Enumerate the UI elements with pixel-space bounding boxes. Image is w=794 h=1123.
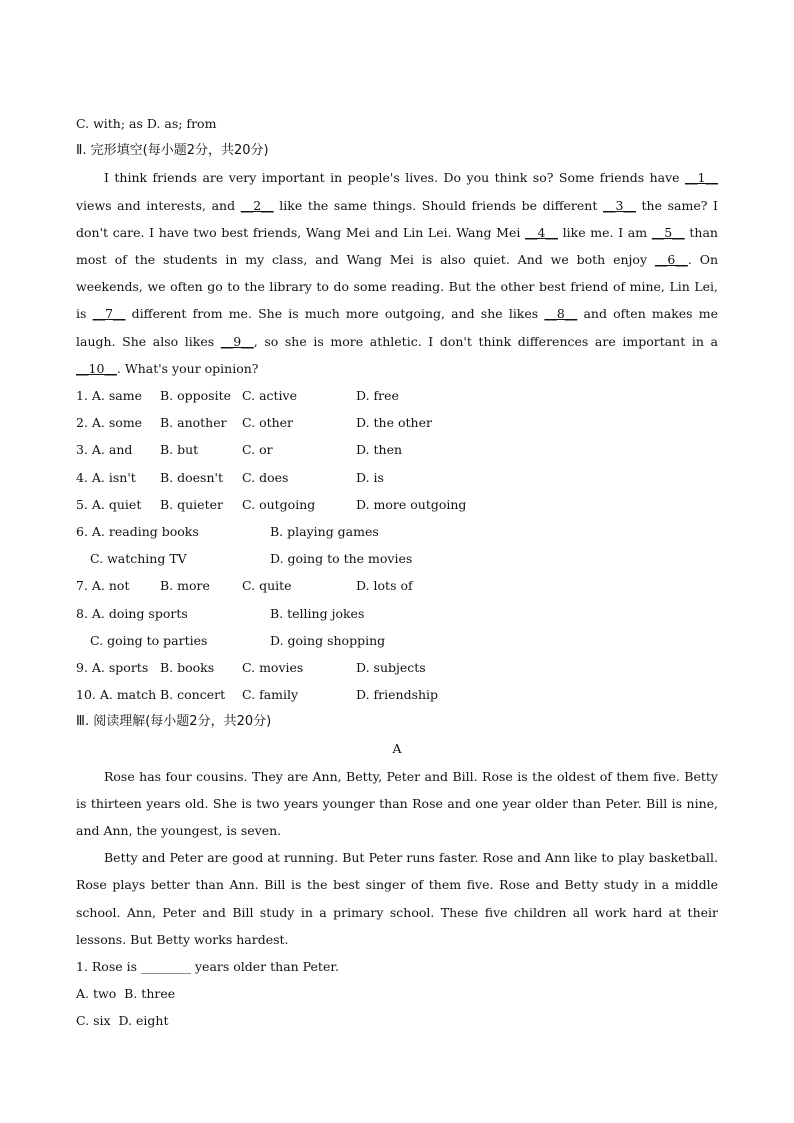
cloze-text: . What's your opinion? — [116, 360, 259, 376]
answer-option: B. doesn't — [160, 469, 223, 485]
answer-option: 7. A. not — [76, 578, 130, 594]
cloze-blank: __2__ — [240, 197, 274, 213]
cloze-blank: __6__ — [654, 251, 688, 267]
answer-option: D. is — [356, 469, 384, 485]
question-row — [76, 491, 718, 518]
cloze-text: , so she is more athletic. I don't think differences are important in a — [253, 333, 718, 349]
cloze-blank: __4__ — [525, 224, 558, 240]
answer-option: D. free — [356, 388, 399, 403]
cloze-text: . On weekends, we often go to the library to do some reading. But the other best friend of mine, Lin Lei, is — [76, 251, 718, 322]
cloze-text: like me. I am — [558, 224, 652, 240]
reading-question-1-options-ab: A. two B. three — [76, 986, 176, 1002]
answer-option: C. family — [242, 687, 299, 703]
answer-option: 5. A. quiet — [76, 496, 142, 512]
answer-option: 6. A. reading books — [76, 523, 199, 539]
document-page — [76, 110, 718, 1035]
question-row — [76, 572, 718, 599]
answer-option: C. movies — [242, 659, 304, 675]
cloze-blank: __5__ — [651, 224, 685, 240]
answer-option: D. friendship — [356, 687, 439, 703]
answer-option: 1. A. same — [76, 388, 142, 403]
cloze-text: and often makes me laugh. She also likes — [76, 306, 719, 349]
answer-option: C. outgoing — [242, 496, 316, 512]
answer-option: D. going shopping — [270, 632, 386, 648]
answer-option: C. does — [242, 469, 289, 485]
answer-option: C. going to parties — [90, 632, 208, 648]
section-2-heading: Ⅱ. 完形填空(每小题2分，共20分) — [76, 143, 269, 159]
question-row — [76, 627, 718, 654]
reading-paragraph-1: Rose has four cousins. They are Ann, Betty, Peter and Bill. Rose is the oldest of them five. Betty is thirteen years old. She is two years younger than Rose and one year older than Peter. Bill is nine, and Ann, the youngest, is seven. — [76, 768, 718, 839]
answer-option: 9. A. sports — [76, 659, 149, 675]
cloze-passage — [76, 164, 718, 382]
answer-option: B. playing games — [270, 523, 379, 539]
cloze-blank: __9__ — [220, 333, 254, 349]
question-row — [76, 545, 718, 572]
answer-option: 8. A. doing sports — [76, 605, 188, 621]
question-row — [76, 654, 718, 681]
cloze-blank: __3__ — [602, 197, 636, 213]
cloze-text: different from me. She is much more outgoing, and she likes — [125, 306, 545, 322]
reading-question-1-options-cd: C. six D. eight — [76, 1013, 169, 1029]
cloze-text: like the same things. Should friends be different — [273, 197, 603, 213]
answer-option: D. subjects — [356, 659, 426, 675]
answer-option: C. watching TV — [90, 551, 187, 567]
question-row — [76, 409, 718, 436]
question-row — [76, 681, 718, 708]
answer-option: B. telling jokes — [270, 605, 365, 621]
cloze-text: the same? I don't care. I have two best friends, Wang Mei and Lin Lei. Wang Mei — [76, 197, 718, 240]
answer-option: B. books — [160, 659, 215, 675]
answer-option: B. but — [160, 442, 199, 458]
cloze-blank: __10__ — [76, 360, 117, 376]
cloze-text: views and interests, and — [76, 197, 241, 213]
cloze-blank: __7__ — [92, 306, 126, 322]
answer-option: D. more outgoing — [356, 496, 467, 512]
answer-option: B. quieter — [160, 496, 223, 512]
answer-option: C. active — [242, 388, 297, 403]
answer-option: D. then — [356, 442, 403, 458]
answer-option: 2. A. some — [76, 415, 143, 431]
reading-question-1: 1. Rose is ________ years older than Peter. — [76, 959, 339, 975]
answer-option: 4. A. isn't — [76, 469, 136, 485]
previous-options-line: C. with; as D. as; from — [76, 116, 217, 131]
answer-option: B. more — [160, 578, 210, 594]
answer-option: 10. A. match — [76, 687, 157, 703]
question-row — [76, 518, 718, 545]
question-row — [76, 464, 718, 491]
answer-option: B. another — [160, 415, 227, 431]
answer-option: B. opposite — [160, 388, 232, 403]
question-row — [76, 436, 718, 463]
section-3-heading: Ⅲ. 阅读理解(每小题2分，共20分) — [76, 714, 272, 730]
answer-option: C. other — [242, 415, 294, 431]
cloze-text: I think friends are very important in people's lives. Do you think so? Some friends have — [104, 170, 686, 186]
answer-option: 3. A. and — [76, 442, 133, 458]
question-row — [76, 600, 718, 627]
answer-option: C. quite — [242, 578, 292, 594]
answer-option: B. concert — [160, 687, 226, 703]
answer-option: D. going to the movies — [270, 551, 413, 567]
cloze-text: than most of the students in my class, and Wang Mei is also quiet. And we both enjoy — [76, 224, 718, 267]
cloze-blank: __1__ — [685, 170, 718, 186]
cloze-questions — [76, 382, 718, 708]
reading-paragraph-2: Betty and Peter are good at running. But Peter runs faster. Rose and Ann like to play basketball. Rose plays better than Ann. Bill is the best singer of them five. Rose and Betty study in a middle school. Ann, Peter and Bill study in a primary school. These five children all work hard at their lessons. But Betty works hardest. — [76, 850, 718, 947]
answer-option: D. the other — [356, 415, 432, 431]
question-row — [76, 382, 718, 409]
answer-option: D. lots of — [356, 578, 413, 594]
passage-label: A — [392, 741, 402, 757]
answer-option: C. or — [242, 442, 273, 458]
cloze-blank: __8__ — [544, 306, 578, 322]
